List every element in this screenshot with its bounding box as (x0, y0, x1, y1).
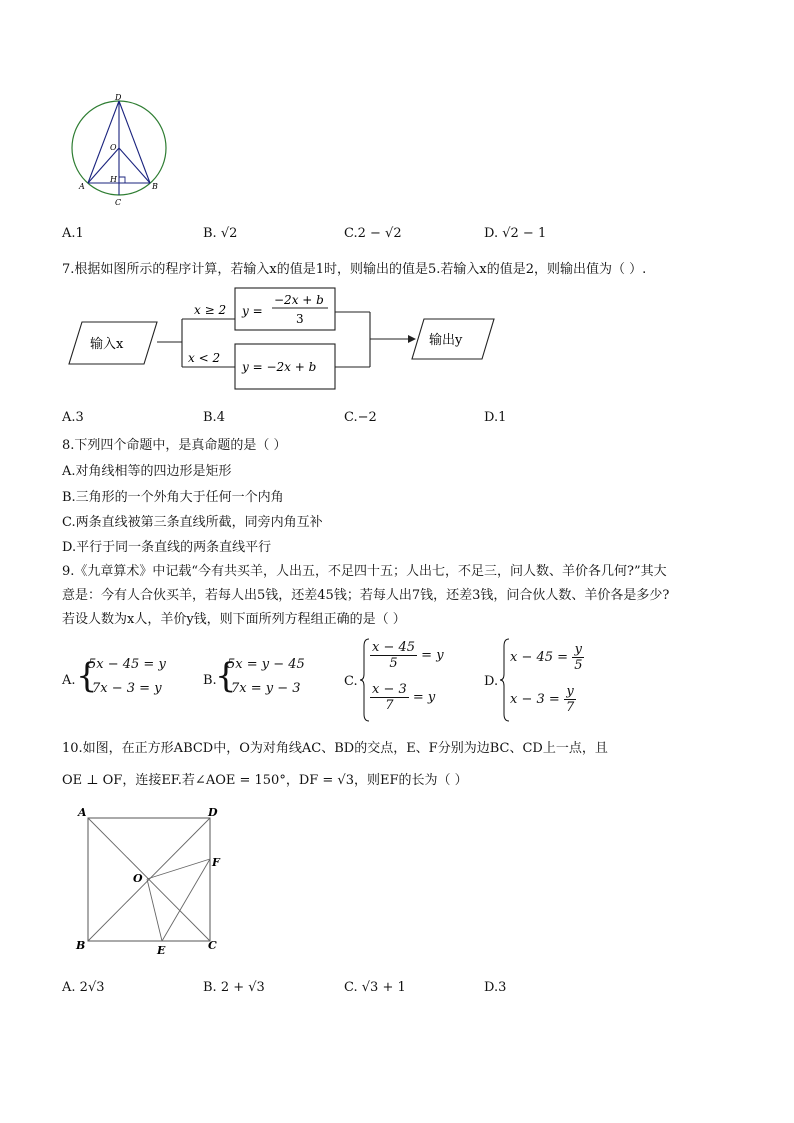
flowchart (62, 282, 502, 394)
label-a: A (79, 182, 85, 191)
label-b: B (152, 182, 158, 191)
q8-stem: 8.下列四个命题中，是真命题的是（ ） (62, 438, 287, 453)
q7-option-c[interactable]: C.−2 (344, 410, 377, 425)
label-d: D (115, 93, 122, 102)
q9-stem-line-2: 意是：今有人合伙买羊，若每人出5钱，还差45钱；若每人出7钱，还差3钱，问合伙人数、羊价各是多少? (62, 588, 670, 603)
q7-option-a[interactable]: A.3 (62, 410, 84, 425)
q10-option-c[interactable]: C. √3 + 1 (344, 980, 406, 995)
brace-d (500, 638, 510, 722)
svg-text:y =: y = (242, 304, 263, 318)
cond-top: x ≥ 2 (194, 303, 227, 317)
q7-option-b[interactable]: B.4 (203, 410, 225, 425)
label-c: C (115, 198, 122, 207)
q6-option-c[interactable]: C.2 − √2 (344, 226, 402, 241)
q7-stem: 7.根据如图所示的程序计算，若输入x的值是1时，则输出的值是5.若输入x的值是2，则输出值为（ ）. (62, 262, 647, 277)
input-label: 输入x (90, 337, 124, 352)
q9-option-c[interactable]: C. $\frac{x - 45}{5}$ = y $\frac{x - 3}{7}$ = y (344, 638, 464, 724)
q8-option-c[interactable]: C.两条直线被第三条直线所截，同旁内角互补 (62, 515, 323, 530)
q6-option-d[interactable]: D. √2 − 1 (484, 226, 547, 241)
brace-c (360, 638, 370, 722)
svg-text:y = −2x + b: y = −2x + b (242, 360, 317, 374)
q8-option-d[interactable]: D.平行于同一条直线的两条直线平行 (62, 540, 272, 555)
label-a: A (78, 806, 87, 819)
label-h: H (110, 175, 117, 184)
label-e: E (157, 944, 166, 957)
svg-text:3: 3 (296, 312, 304, 326)
q9-stem-line-3: 若设人数为x人，羊价y钱，则下面所列方程组正确的是（ ） (62, 612, 406, 627)
label-d: D (208, 806, 218, 819)
q10-stem-line-2: OE ⊥ OF，连接EF.若∠AOE = 150°，DF = √3，则EF的长为（ ） (62, 773, 468, 788)
q6-option-b[interactable]: B. √2 (203, 226, 238, 241)
q9-stem-line-1: 9.《九章算术》中记载“今有共买羊，人出五，不足四十五；人出七，不足三，问人数、羊价各几何?”其大 (62, 564, 667, 579)
q7-option-d[interactable]: D.1 (484, 410, 507, 425)
output-label: 输出y (429, 333, 463, 348)
q8-option-b[interactable]: B.三角形的一个外角大于任何一个内角 (62, 490, 284, 505)
label-o: O (110, 143, 117, 152)
label-o: O (133, 872, 143, 885)
q8-option-a[interactable]: A.对角线相等的四边形是矩形 (62, 464, 232, 479)
q10-option-a[interactable]: A. 2√3 (62, 980, 105, 995)
q10-option-b[interactable]: B. 2 + √3 (203, 980, 265, 995)
q10-option-d[interactable]: D.3 (484, 980, 507, 995)
q9-option-a[interactable]: A. { 5x − 45 = y 7x − 3 = y (62, 656, 166, 696)
label-c: C (208, 939, 217, 952)
svg-text:−2x + b: −2x + b (274, 293, 324, 307)
label-b: B (76, 939, 86, 952)
circle-figure (66, 92, 176, 212)
label-f: F (212, 856, 220, 869)
cond-bottom: x < 2 (188, 351, 221, 365)
q9-option-d[interactable]: D. x − 45 = $\frac{y}{5}$ x − 3 = $\frac{y}{7}$ (484, 638, 604, 724)
q9-option-b[interactable]: B. { 5x = y − 45 7x = y − 3 (203, 656, 305, 696)
square-figure (72, 804, 232, 960)
q10-stem-line-1: 10.如图，在正方形ABCD中，O为对角线AC、BD的交点，E、F分别为边BC、CD上一点，且 (62, 741, 608, 756)
q6-option-a[interactable]: A.1 (62, 226, 84, 241)
